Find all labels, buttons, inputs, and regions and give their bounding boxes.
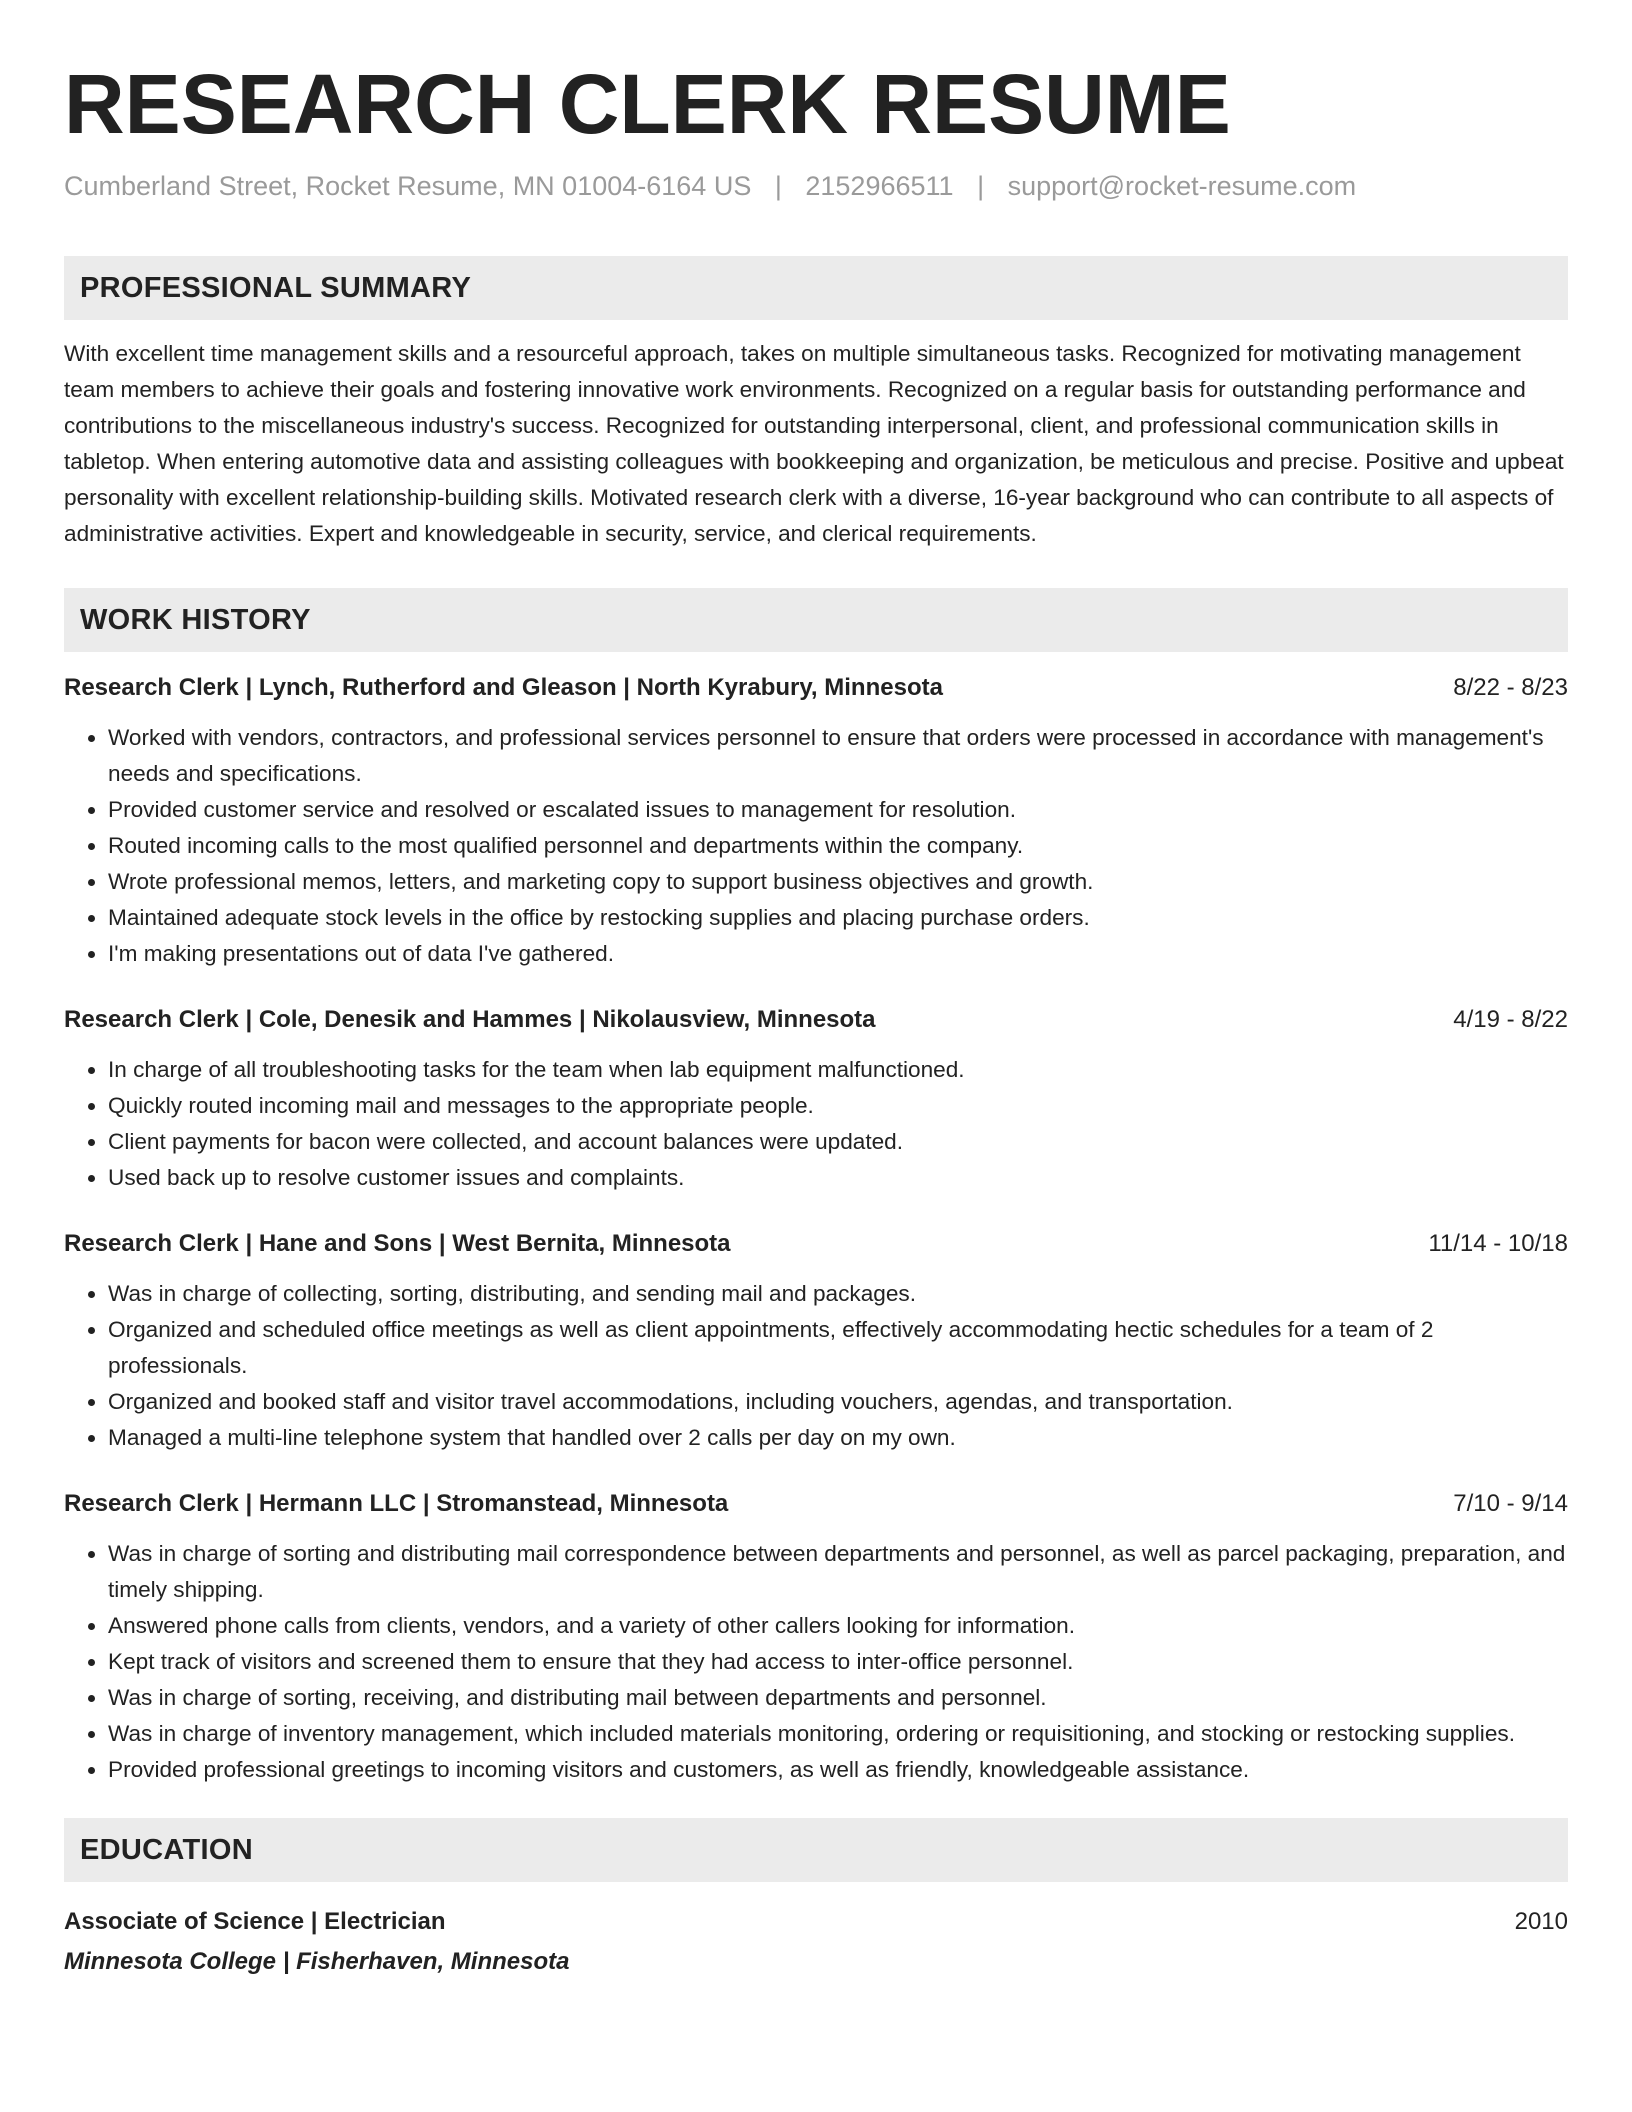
job-entry: [64, 670, 1568, 972]
job-bullet: • Answered phone calls from clients, vendors, and a variety of other callers looking for information.: [108, 1608, 1568, 1644]
job-title: Research Clerk | Lynch, Rutherford and Gleason | North Kyrabury, Minnesota: [64, 674, 943, 701]
job-entry: [64, 1226, 1568, 1456]
job-bullet: • I'm making presentations out of data I've gathered.: [108, 936, 1568, 972]
job-bullet: • Client payments for bacon were collected, and account balances were updated.: [108, 1124, 1568, 1160]
job-bullet: • Was in charge of collecting, sorting, distributing, and sending mail and packages.: [108, 1276, 1568, 1312]
job-dates: 8/22 - 8/23: [1453, 674, 1568, 701]
contact-phone: 2152966511: [805, 171, 954, 201]
job-bullet: • Was in charge of inventory management, which included materials monitoring, ordering or requisitioning, and stocking or restocking supplies.: [108, 1716, 1568, 1752]
job-bullet: • Provided customer service and resolved or escalated issues to management for resolution.: [108, 792, 1568, 828]
job-dates: 11/14 - 10/18: [1428, 1230, 1568, 1257]
job-entry: [64, 1486, 1568, 1788]
job-header: [64, 1486, 1568, 1522]
section-heading-work-history: WORK HISTORY: [64, 588, 1568, 652]
job-bullet: • Was in charge of sorting, receiving, and distributing mail between departments and personnel.: [108, 1680, 1568, 1716]
summary-text: With excellent time management skills and a resourceful approach, takes on multiple simultaneous tasks. Recognized for motivating management team members to achieve their goals and fostering innovative work environments. Recognized on a regular basis for outstanding performance and contributions to the miscellaneous industry's success. Recognized for outstanding interpersonal, client, and professional communication skills in tabletop. When entering automotive data and assisting colleagues with bookkeeping and organization, be meticulous and precise. Positive and upbeat personality with excellent relationship-building skills. Motivated research clerk with a diverse, 16-year background who can contribute to all aspects of administrative activities. Expert and knowledgeable in security, service, and clerical requirements.: [64, 341, 1564, 546]
education-year: 2010: [1514, 1908, 1568, 1935]
job-bullet: • Was in charge of sorting and distributing mail correspondence between departments and personnel, as well as parcel packaging, preparation, and timely shipping.: [108, 1536, 1568, 1608]
job-bullet: • Maintained adequate stock levels in the office by restocking supplies and placing purchase orders.: [108, 900, 1568, 936]
job-header: [64, 1002, 1568, 1038]
job-entry: [64, 1002, 1568, 1196]
job-bullet: • Worked with vendors, contractors, and professional services personnel to ensure that orders were processed in accordance with management's needs and specifications.: [108, 720, 1568, 792]
job-bullets: [64, 720, 1568, 972]
job-dates: 7/10 - 9/14: [1453, 1490, 1568, 1517]
contact-separator: |: [977, 171, 985, 201]
education-entry: [64, 1904, 1568, 1980]
section-heading-summary: PROFESSIONAL SUMMARY: [64, 256, 1568, 320]
contact-line: [64, 168, 1568, 204]
job-bullet: • Wrote professional memos, letters, and marketing copy to support business objectives and growth.: [108, 864, 1568, 900]
job-header: [64, 670, 1568, 706]
job-bullets: [64, 1052, 1568, 1196]
job-bullet: • Managed a multi-line telephone system that handled over 2 calls per day on my own.: [108, 1420, 1568, 1456]
contact-address: Cumberland Street, Rocket Resume, MN 01004-6164 US: [64, 171, 752, 201]
contact-separator: |: [774, 171, 782, 201]
job-bullets: [64, 1536, 1568, 1788]
education-school: Minnesota College | Fisherhaven, Minnesota: [64, 1948, 570, 1975]
education-header: [64, 1904, 1568, 1940]
resume-title: RESEARCH CLERK RESUME: [64, 57, 1231, 151]
job-bullet: • Used back up to resolve customer issues and complaints.: [108, 1160, 1568, 1196]
contact-email: support@rocket-resume.com: [1007, 171, 1357, 201]
section-heading-education: EDUCATION: [64, 1818, 1568, 1882]
job-bullet: • Routed incoming calls to the most qualified personnel and departments within the company.: [108, 828, 1568, 864]
job-bullet: • In charge of all troubleshooting tasks for the team when lab equipment malfunctioned.: [108, 1052, 1568, 1088]
job-bullet: • Quickly routed incoming mail and messages to the appropriate people.: [108, 1088, 1568, 1124]
job-bullet: • Kept track of visitors and screened them to ensure that they had access to inter-office personnel.: [108, 1644, 1568, 1680]
job-bullet: • Organized and scheduled office meetings as well as client appointments, effectively accommodating hectic schedules for a team of 2 professionals.: [108, 1312, 1568, 1384]
job-bullets: [64, 1276, 1568, 1456]
education-degree: Associate of Science | Electrician: [64, 1908, 446, 1935]
job-dates: 4/19 - 8/22: [1453, 1006, 1568, 1033]
job-title: Research Clerk | Hermann LLC | Stromanstead, Minnesota: [64, 1490, 729, 1517]
job-header: [64, 1226, 1568, 1262]
job-bullet: • Organized and booked staff and visitor travel accommodations, including vouchers, agendas, and transportation.: [108, 1384, 1568, 1420]
job-title: Research Clerk | Cole, Denesik and Hammes | Nikolausview, Minnesota: [64, 1006, 876, 1033]
job-bullet: • Provided professional greetings to incoming visitors and customers, as well as friendly, knowledgeable assistance.: [108, 1752, 1568, 1788]
job-title: Research Clerk | Hane and Sons | West Bernita, Minnesota: [64, 1230, 731, 1257]
